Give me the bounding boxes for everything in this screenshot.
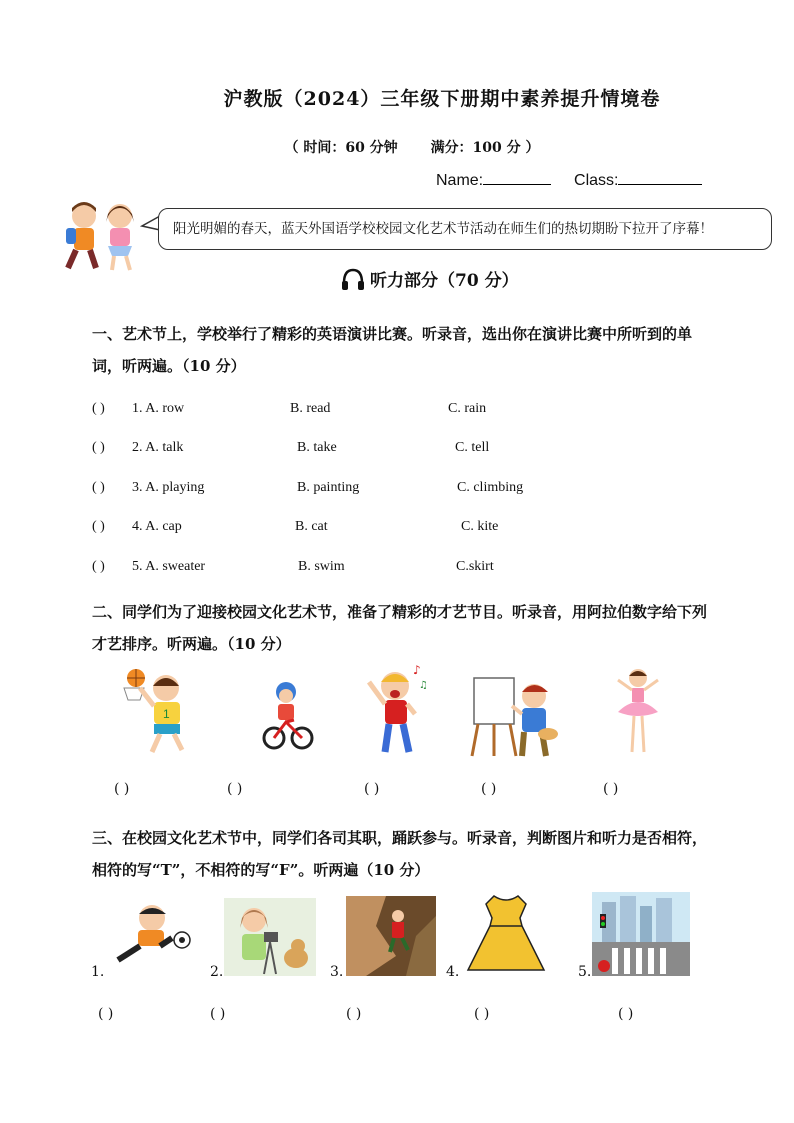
class-blank[interactable] [618,170,702,185]
score-info: 满分：100 分 ） [430,140,540,156]
q2-blank-3[interactable]: ( ) [364,781,380,797]
option-b: B. take [297,440,337,455]
option-b: B. swim [298,559,345,574]
q2-blank-5[interactable]: ( ) [603,781,619,797]
kids-illustration [56,198,146,278]
q1-item-1 [92,401,592,421]
q3-number-3: 3. [330,964,344,980]
q3-blank-1[interactable]: ( ) [98,1006,114,1022]
svg-text:♪: ♪ [413,663,421,677]
class-label: Class: [574,172,619,189]
time-info: （ 时间：60 分钟 [284,140,398,156]
svg-text:1: 1 [163,707,170,721]
option-c: C. climbing [457,480,524,495]
name-class-line [436,170,702,190]
q1-item-5 [92,559,592,579]
option-c: C. rain [448,401,487,416]
option-c: C. kite [461,519,499,534]
painter-icon [468,670,560,760]
q3-blank-5[interactable]: ( ) [618,1006,634,1022]
q3-number-4: 4. [446,964,460,980]
ballerina-icon [612,664,664,756]
street-crossing-icon [592,892,690,976]
headphones-icon [340,267,366,291]
question-1-title: 一、艺术节上，学校举行了精彩的英语演讲比赛。听录音，选出你在演讲比赛中所听到的单词，听两遍。（10 分） [92,325,693,375]
q3-number-1: 1. [91,964,105,980]
dress-icon [466,892,546,974]
q3-number-5: 5. [578,964,592,980]
option-c: C. tell [455,440,490,455]
page-title: 沪教版（2024）三年级下册期中素养提升情境卷 [223,88,661,110]
option-a: 2. A. talk [132,440,184,455]
option-b: B. cat [295,519,328,534]
soccer-boy-icon [104,900,194,970]
q3-blank-2[interactable]: ( ) [210,1006,226,1022]
option-c: C.skirt [456,559,494,574]
q3-blank-4[interactable]: ( ) [474,1006,490,1022]
listening-title: 听力部分（70 分） [370,271,519,291]
basketball-boy-icon [122,666,194,756]
q1-item-2 [92,440,592,460]
answer-blank[interactable]: ( ) [92,559,105,574]
answer-blank[interactable]: ( ) [92,480,105,495]
answer-blank[interactable]: ( ) [92,440,105,455]
name-label: Name: [436,172,484,189]
option-a: 5. A. sweater [132,559,206,574]
option-b: B. read [290,401,331,416]
question-3-title: 三、在校园文化艺术节中，同学们各司其职，踊跃参与。听录音，判断图片和听力是否相符，相符的写“T”，不相符的写“F”。听两遍（10 分） [92,829,708,879]
exam-info [0,137,794,157]
cyclist-icon [262,680,314,752]
q1-item-3 [92,480,592,500]
answer-blank[interactable]: ( ) [92,519,105,534]
option-a: 3. A. playing [132,480,205,495]
answer-blank[interactable]: ( ) [92,401,105,416]
q1-item-4 [92,519,592,539]
listening-heading [340,266,519,291]
option-a: 4. A. cap [132,519,182,534]
rock-climber-icon [346,896,436,976]
intro-bubble: 阳光明媚的春天，蓝天外国语学校校园文化艺术节活动在师生们的热切期盼下拉开了序幕！ [158,208,772,250]
q3-number-2: 2. [210,964,224,980]
svg-text:♫: ♫ [419,680,428,691]
name-blank[interactable] [483,170,551,185]
q2-blank-1[interactable]: ( ) [114,781,130,797]
q2-blank-4[interactable]: ( ) [481,781,497,797]
q2-blank-2[interactable]: ( ) [227,781,243,797]
option-b: B. painting [297,480,360,495]
q3-blank-3[interactable]: ( ) [346,1006,362,1022]
photographer-icon [224,898,316,976]
singer-icon [363,658,431,758]
option-a: 1. A. row [132,401,185,416]
question-2-title: 二、同学们为了迎接校园文化艺术节，准备了精彩的才艺节目。听录音，用阿拉伯数字给下列才艺排序。听两遍。（10 分） [92,603,708,653]
